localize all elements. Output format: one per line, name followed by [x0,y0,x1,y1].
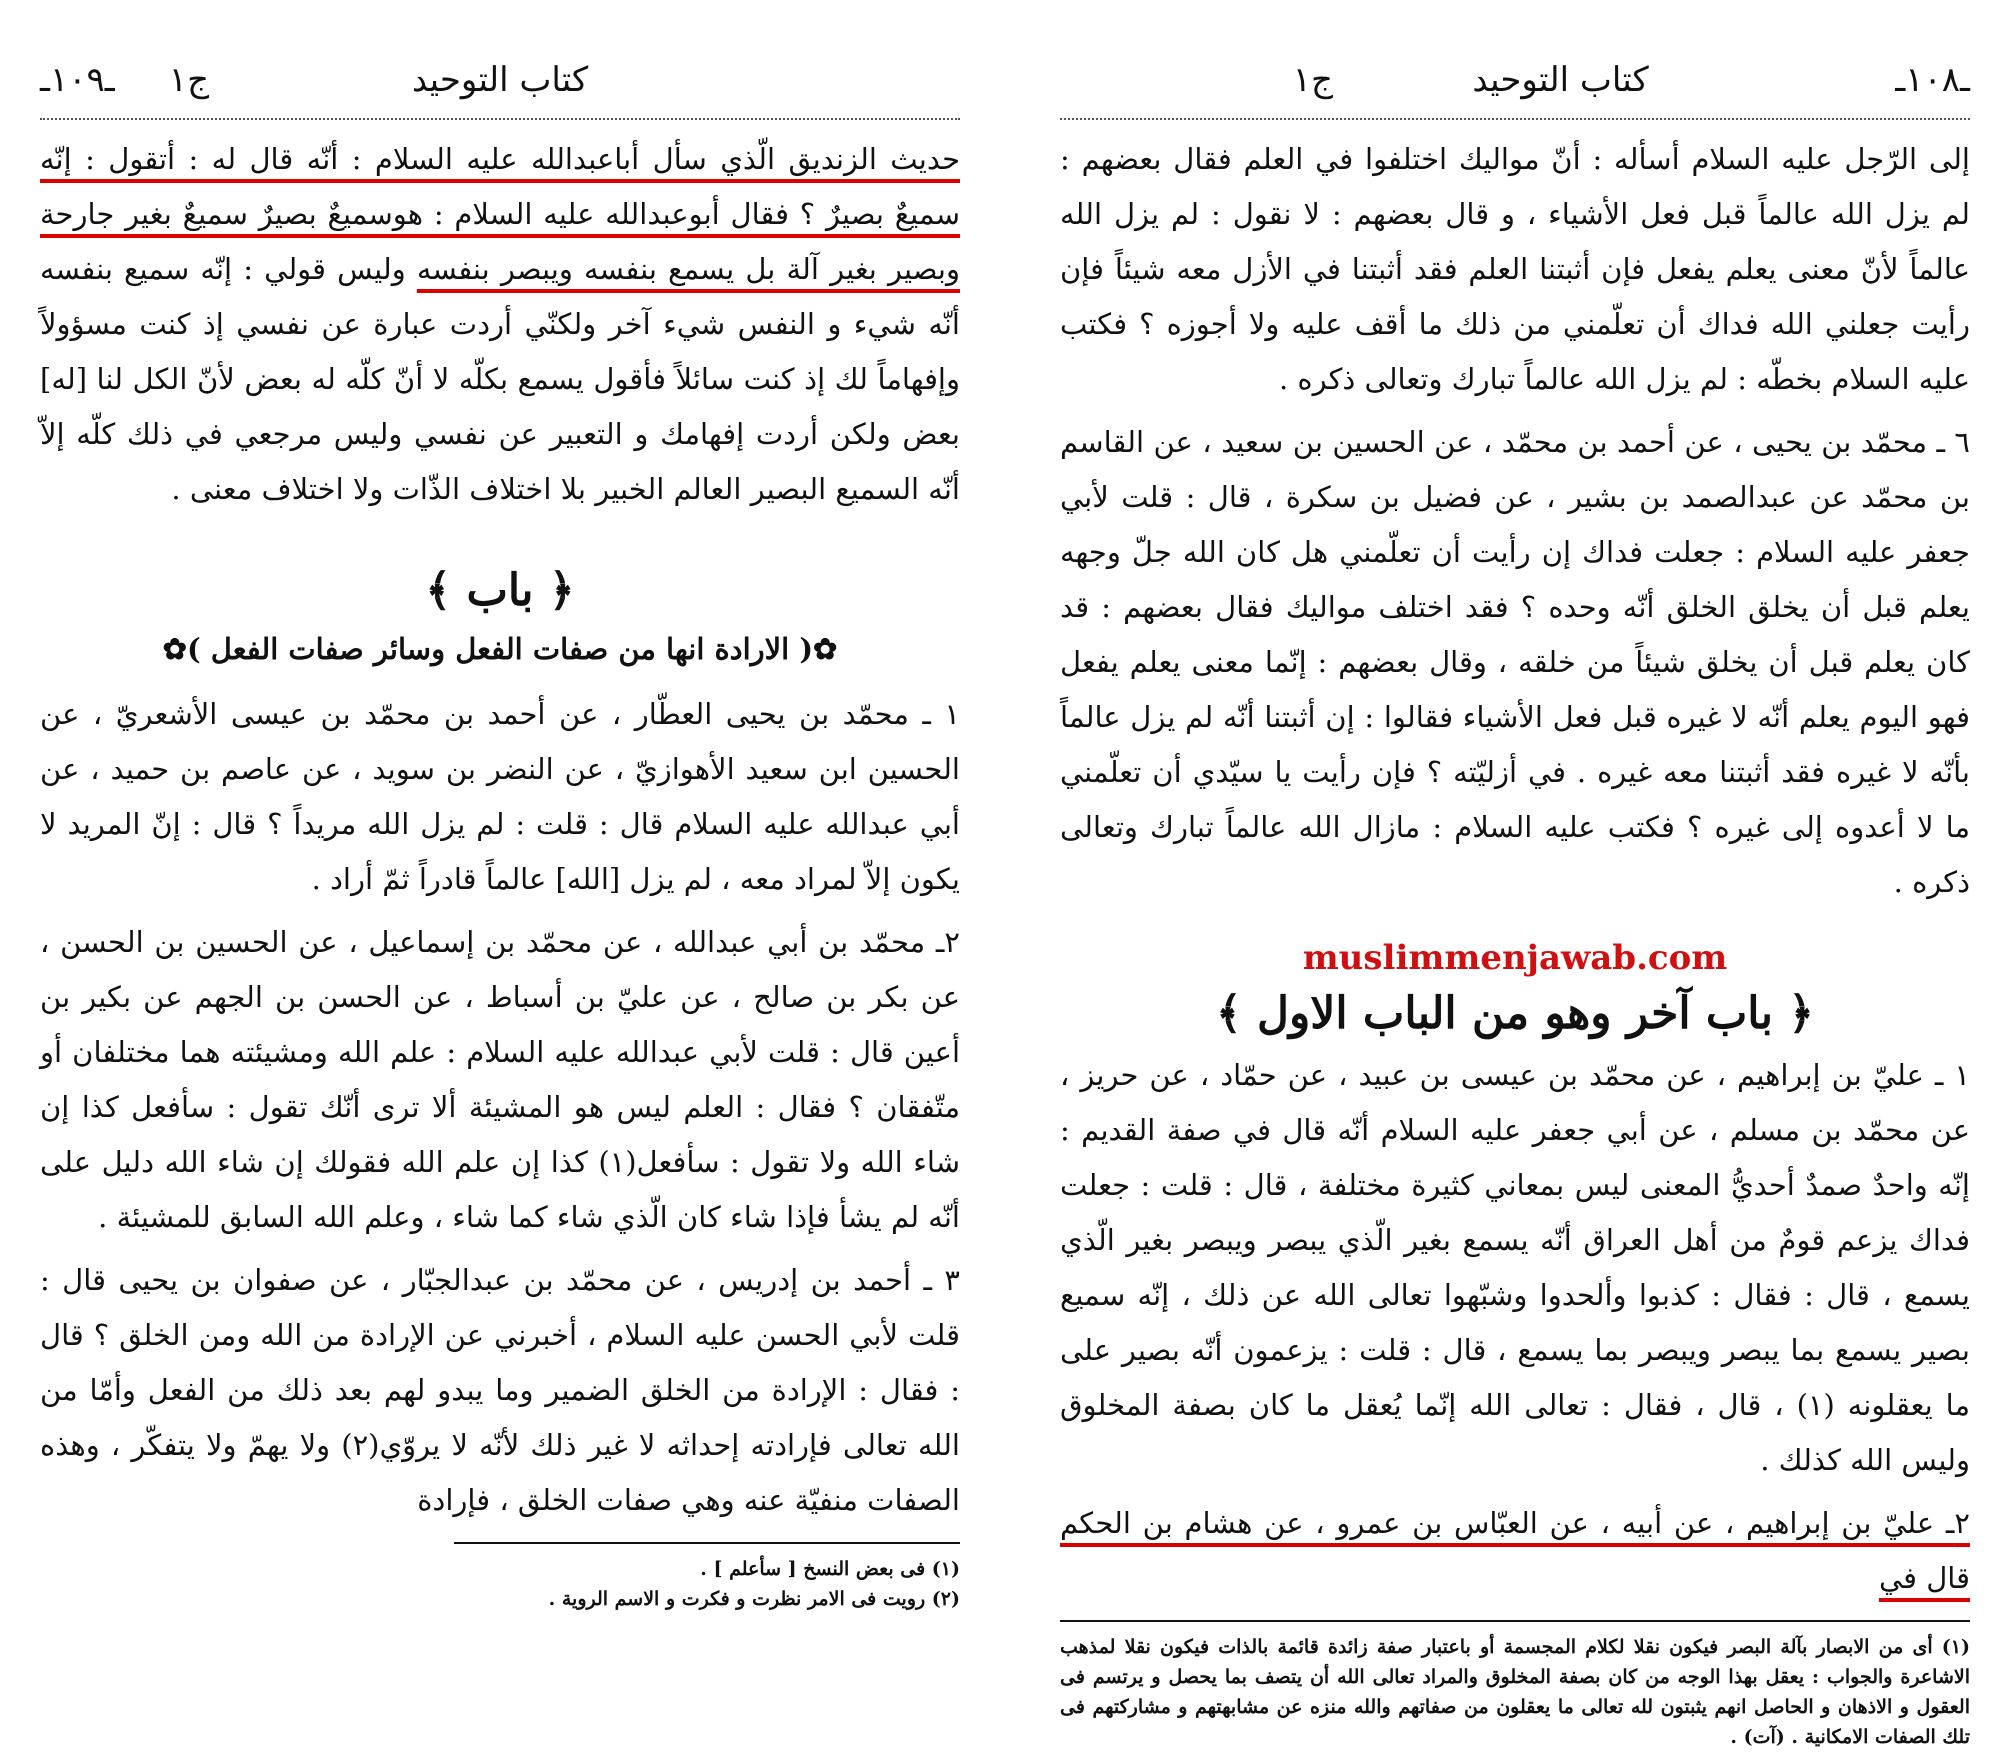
book-title: كتاب التوحيد [411,60,589,100]
highlighted-text: ٢ـ عليّ بن إبراهيم ، عن أبيه ، عن العبّاس بن عمرو ، عن هشام بن الحكم قال في [1060,1506,1970,1595]
watermark-url: muslimmenjawab.com [1302,938,1728,978]
page-gutter [990,0,1040,1600]
page-header [1060,0,1970,120]
hadith-6: ٦ ـ محمّد بن يحيى ، عن أحمد بن محمّد ، عن الحسين بن سعيد ، عن القاسم بن محمّد عن عبدالصمد بن بشير ، عن فضيل بن سكرة ، قال : قلت لأبي جعفر عليه السلام : جعلت فداك إن رأيت أن تعلّمني هل كان الله جلّ وجهه يعلم قبل أن يخلق الخلق أنّه وحده ؟ فقد اختلف مواليك فقال بعضهم : قد كان يعلم قبل أن يخلق شيئاً من خلقه ، وقال بعضهم : إنّما معنى يعلم يفعل فهو اليوم يعلم أنّه لا غيره قبل فعل الأشياء فقالوا : إن أثبتنا أنّه لم يزل عالماً بأنّه لا غيره فقد أثبتنا معه غيره . في أزليّته ؟ فإن رأيت يا سيّدي أن تعلّمني ما لا أعدوه إلى غيره ؟ فكتب عليه السلام : مازال الله عالماً تبارك وتعالى ذكره . [1060,425,1970,899]
footnote-1: (١) أى من الابصار بآلة البصر فيكون نقلا لكلام المجسمة أو باعتبار صفة زائدة قائمة بالذات فيكون نقلا لمذهب الاشاعرة والجواب : يعقل بهذا الوجه من كان بصفة المخلوق والمراد تعالى الله أن يتصف بما يحصل و يرتسم فى العقول و الاذهان و الحاصل انهم يثبتون لله تعالى ما يعقلون من صفاتهم والله منزه عن مشابهتهم و مشاركتهم فى تلك الصفات الامكانية . (آت) . [1060,1636,1970,1748]
chapter-title: ﴿ باب آخر وهو من الباب الاول ﴾ [1215,988,1815,1039]
footnote-divider [454,1542,960,1544]
paragraph-zindiq [40,132,960,517]
page-header [40,0,960,120]
right-page [1040,0,2000,1748]
highlighted-text: حديث الزنديق الّذي سأل أباعبدالله عليه السلام : أنّه قال له : أتقول : إنّه سميعٌ بصيرٌ ؟ فقال أبوعبدالله عليه السلام : هوسميعٌ بصيرٌ سميعٌ بغير جارحة وبصير بغير آلة بل يسمع بنفسه ويبصر بنفسه [40,142,960,286]
paragraph-top: إلى الرّجل عليه السلام أسأله : أنّ مواليك اختلفوا في العلم فقال بعضهم : لم يزل الله عالماً قبل فعل الأشياء ، و قال بعضهم : لا نقول : لم يزل الله عالماً لأنّ معنى يعلم يفعل فإن أثبتنا العلم فقد أثبتنا في الأزل معه شيئاً فإن رأيت جعلني الله فداك أن تعلّمني من ذلك ما أقف عليه ولا أجوزه ؟ فكتب عليه السلام بخطّه : لم يزل الله عالماً تبارك وتعالى ذكره . [1060,142,1970,396]
page-number: ـ١٠٩ـ [40,60,115,100]
page-number: ـ١٠٨ـ [1895,60,1970,100]
book-title: كتاب التوحيد [1472,60,1649,100]
hadith-2-start [1060,1496,1970,1606]
hadith-1: ١ ـ عليّ بن إبراهيم ، عن محمّد بن عيسى بن عبيد ، عن حمّاد ، عن حريز ، عن محمّد بن مسلم ، عن أبي جعفر عليه السلام أنّه قال في صفة القديم : إنّه واحدٌ صمدٌ أحديُّ المعنى ليس بمعاني كثيرة مختلفة ، قال : قلت : جعلت فداك يزعم قومٌ من أهل العراق أنّه يسمع بغير الّذي يبصر ويبصر بغير الّذي يسمع ، قال : فقال : كذبوا وألحدوا وشبّهوا تعالى الله عن ذلك ، إنّه سميع بصير يسمع بما يبصر ويبصر بما يسمع ، قال : قلت : يزعمون أنّه بصير على ما يعقلونه (١) ، قال ، فقال : تعالى الله إنّما يُعقل ما كان بصفة المخلوق وليس الله كذلك . [1060,1058,1970,1477]
volume-label: ج١ [1292,60,1333,100]
paragraph-text: وليس قولي : إنّه سميع بنفسه أنّه شيء و النفس شيء آخر ولكنّي أردت عبارة عن نفسي إذ كنت مسؤولاً وإفهاماً لك إذ كنت سائلاً فأقول يسمع بكلّه لا أنّ كلّه له بعض لأنّ الكل لنا [له] بعض ولكن أردت إفهامك و التعبير عن نفسي وليس مرجعي في ذلك كلّه إلاّ أنّه السميع البصير العالم الخبير بلا اختلاف الذّات ولا اختلاف معنى . [40,252,960,506]
footnote-2: (٢) رويت فى الامر نظرت و فكرت و الاسم الروية . [548,1588,960,1610]
chapter-title: ﴿ باب ﴾ [425,565,575,616]
left-page [0,0,990,1610]
footnote-1: (١) فى بعض النسخ [ سأعلم ] . [700,1558,960,1580]
chapter-subtitle: ✿( الارادة انها من صفات الفعل وسائر صفات الفعل )✿ [162,632,838,666]
hadith-3: ٣ ـ أحمد بن إدريس ، عن محمّد بن عبدالجبّار ، عن صفوان بن يحيى قال : قلت لأبي الحسن عليه السلام ، أخبرني عن الإرادة من الله ومن الخلق ؟ قال : فقال : الإرادة من الخلق الضمير وما يبدو لهم بعد ذلك من الفعل وأمّا من الله تعالى فإرادته إحداثه لا غير ذلك لأنّه لا يروّي(٢) ولا يهمّ ولا يتفكّر ، وهذه الصفات منفيّة عنه وهي صفات الخلق ، فإرادة [40,1263,960,1517]
volume-label: ج١ [168,60,210,100]
footnote-divider [1060,1620,1970,1622]
hadith-1: ١ ـ محمّد بن يحيى العطّار ، عن أحمد بن محمّد بن عيسى الأشعريّ ، عن الحسين ابن سعيد الأهوازيّ ، عن النضر بن سويد ، عن عاصم بن حميد ، عن أبي عبدالله عليه السلام قال : قلت : لم يزل الله مريداً ؟ قال : إنّ المريد لا يكون إلاّ لمراد معه ، لم يزل [الله] عالماً قادراً ثمّ أراد . [40,697,960,896]
hadith-2: ٢ـ محمّد بن أبي عبدالله ، عن محمّد بن إسماعيل ، عن الحسين بن الحسن ، عن بكر بن صالح ، عن عليّ بن أسباط ، عن الحسن بن الجهم عن بكير بن أعين قال : قلت لأبي عبدالله عليه السلام : علم الله ومشيئته هما مختلفان أو متّفقان ؟ فقال : العلم ليس هو المشيئة ألا ترى أنّك تقول : سأفعل كذا إن شاء الله ولا تقول : سأفعل(١) كذا إن علم الله فقولك إن شاء الله دليل على أنّه لم يشأ فإذا شاء كان الّذي شاء كما شاء ، وعلم الله السابق للمشيئة . [40,925,961,1234]
